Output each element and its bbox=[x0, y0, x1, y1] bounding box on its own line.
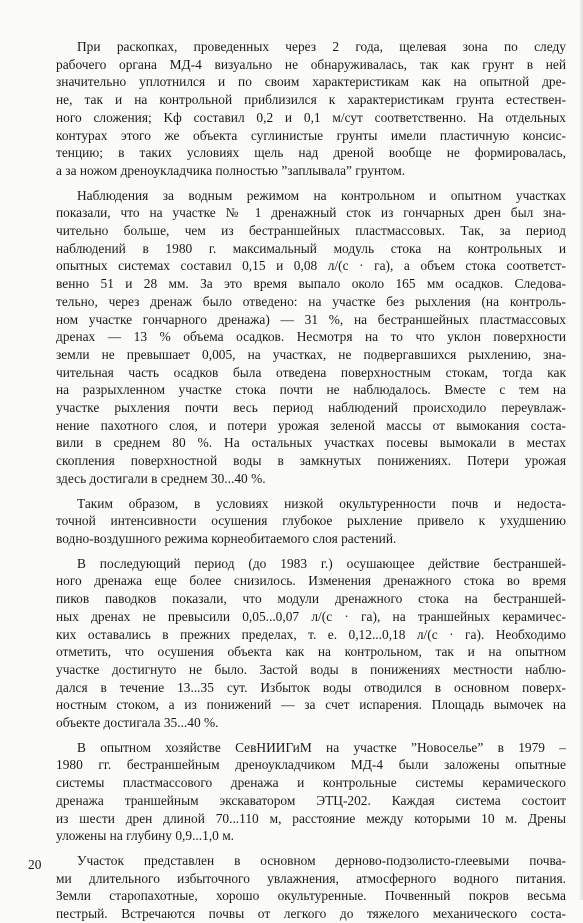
page-body bbox=[56, 38, 566, 923]
text-line: значительно уплотнился и по своим характеристикам как на опытной дре- bbox=[56, 74, 566, 90]
text-line: ных дренах не превысили 0,05...0,07 л/(с · га), на траншейных керамичес- bbox=[56, 608, 566, 624]
text-line: показали, что на участке № 1 дренажный сток из гончарных дрен был зна- bbox=[56, 205, 566, 221]
text-line: водно-воздушного режима корнеобитаемого слоя растений. bbox=[56, 530, 397, 546]
paragraph bbox=[56, 852, 566, 923]
text-line: участке рыхления почти весь период наблюдений происходило переувлаж- bbox=[56, 400, 566, 416]
text-line: тельно, через дренаж было отведено: на участке без рыхления (на контроль- bbox=[56, 293, 566, 309]
paragraph bbox=[56, 495, 566, 548]
text-line: рабочего органа МД-4 визуально не обнаруживалась, так как грунт в ней bbox=[56, 56, 566, 72]
text-line: тенцию; в таких условиях щель над дреной вообще не формировалась, bbox=[56, 145, 566, 161]
paragraph bbox=[56, 187, 566, 488]
text-line: ного дренажа еще более снизилось. Изменения дренажного стока во время bbox=[56, 573, 566, 589]
text-line: системы пластмассового дренажа и контрольные системы керамического bbox=[56, 775, 566, 791]
text-line: участке достигнуто не было. Застой воды в понижениях местности наблю- bbox=[56, 661, 566, 677]
text-line: не, так и на контрольной приблизился к характеристикам грунта естествен- bbox=[56, 92, 566, 108]
text-line: контурах этого же объекта суглинистые грунты имели пластичную консис- bbox=[56, 127, 566, 143]
text-line: 1980 гг. бестраншейным дреноукладчиком МД-4 были заложены опытные bbox=[56, 757, 566, 773]
text-line: дался в течение 13...35 сут. Избыток воды отводился в основном поверх- bbox=[56, 679, 566, 695]
text-line: ностным стоком, а из понижений — за счет испарения. Площадь вымочек на bbox=[56, 697, 566, 713]
text-line: вили в среднем 80 %. На остальных участках посевы вымокали в местах bbox=[56, 435, 566, 451]
text-line: здесь достигали в среднем 30...40 %. bbox=[56, 470, 266, 486]
text-line: отметить, что осушения объекта как на контрольном, так и на опытном bbox=[56, 644, 566, 660]
text-line: венно 51 и 28 мм. За это время выпало около 165 мм осадков. Следова- bbox=[56, 276, 566, 292]
text-line: ном участке гончарного дренажа) — 31 %, на бестраншейных пластмассовых bbox=[56, 311, 566, 327]
text-line: Наблюдения за водным режимом на контрольном и опытном участках bbox=[77, 187, 566, 203]
text-line: пиков паводков показали, что модули дренажного стока на бестраншей- bbox=[56, 591, 566, 607]
text-line: Земли старопахотные, хорошо окультуренные. Почвенный покров весьма bbox=[56, 888, 566, 904]
text-line: из шести дрен длиной 70...110 м, расстояние между которыми 10 м. Дрены bbox=[56, 810, 566, 826]
text-line: При раскопках, проведенных через 2 года, щелевая зона по следу bbox=[77, 39, 566, 54]
paragraph bbox=[56, 739, 566, 845]
text-line: Таким образом, в условиях низкой окультуренности почв и недоста- bbox=[77, 495, 566, 511]
text-line: уложены на глубину 0,9...1,0 м. bbox=[56, 828, 235, 844]
text-line: В последующий период (до 1983 г.) осушающее действие бестраншей- bbox=[77, 555, 566, 571]
paragraph bbox=[56, 555, 566, 732]
text-line: объекте достигала 35...40 %. bbox=[56, 715, 219, 731]
text-line: Участок представлен в основном дерново-подзолисто-глеевыми почва- bbox=[77, 852, 566, 868]
text-line: земли не превышает 0,005, на участках, не подвергавшихся рыхлению, зна- bbox=[56, 346, 566, 362]
text-line: чительная часть осадков была отведена поверхностным стокам, тогда как bbox=[56, 364, 566, 380]
text-line: дренажа траншейным экскаватором ЭТЦ-202. Каждая система состоит bbox=[56, 792, 566, 808]
text-line: ного сложения; Kф составил 0,2 и 0,1 м/сут соответственно. На отдельных bbox=[56, 109, 566, 125]
text-line: точной интенсивности осушения глубокое рыхление привело к ухудшению bbox=[56, 513, 566, 529]
text-line: ми длительного избыточного увлажнения, атмосферного водного питания. bbox=[56, 870, 566, 886]
text-line: на разрыхленном участке стока почти не наблюдалось. Вместе с тем на bbox=[56, 382, 566, 398]
page-number: 20 bbox=[28, 857, 42, 872]
page-edge-shadow bbox=[579, 0, 583, 900]
text-line: чительно больше, чем из бестраншейных пластмассовых. Так, за период bbox=[56, 223, 566, 239]
text-line: скопления поверхностной воды в замкнутых понижениях. Потери урожая bbox=[56, 453, 566, 469]
text-line: а за ножом дреноукладчика полностью ”заплывала” грунтом. bbox=[56, 162, 406, 178]
text-line: дренах — 13 % объема осадков. Несмотря на то что уклон поверхности bbox=[56, 329, 566, 345]
text-line: ких оставались в прежних пределах, т. е. 0,12...0,18 л/(с · га). Необходимо bbox=[56, 626, 566, 642]
text-line: пестрый. Встречаются почвы от легкого до тяжелого механического соста- bbox=[56, 906, 566, 922]
text-line: В опытном хозяйстве СевНИИГиМ на участке ”Новоселье” в 1979 – bbox=[77, 739, 566, 755]
text-line: нение пахотного слоя, и потери урожая зеленой массы от вымокания соста- bbox=[56, 417, 566, 433]
text-line: опытных системах составил 0,15 и 0,08 л/(с · га), а объем стока соответст- bbox=[56, 258, 566, 274]
text-line: наблюдений в 1980 г. максимальный модуль стока на контрольных и bbox=[56, 240, 566, 256]
paragraph bbox=[56, 38, 566, 180]
